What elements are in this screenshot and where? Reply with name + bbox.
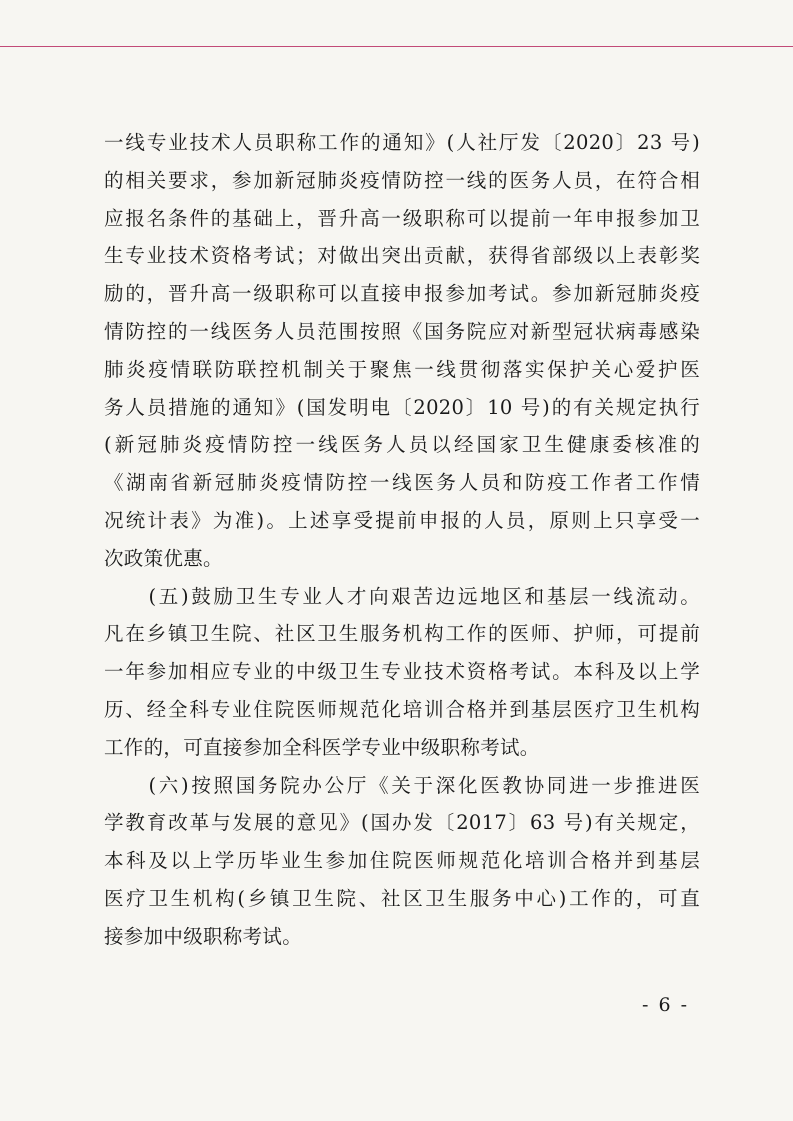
text-line: 次政策优惠。: [104, 546, 223, 570]
text-line: 本科及以上学历毕业生参加住院医师规范化培训合格并到基层: [104, 849, 700, 873]
text-line: 历、经全科专业住院医师规范化培训合格并到基层医疗卫生机构: [104, 697, 700, 721]
page-number: - 6 -: [641, 994, 689, 1016]
text-line: 学教育改革与发展的意见》(国办发〔2017〕63 号)有关规定，: [104, 811, 700, 835]
text-line: 一线专业技术人员职称工作的通知》(人社厅发〔2020〕23 号): [104, 131, 700, 154]
text-line: 肺炎疫情联防联控机制关于聚焦一线贯彻落实保护关心爱护医: [104, 357, 700, 381]
text-line: 工作的，可直接参加全科医学专业中级职称考试。: [104, 735, 540, 759]
document-body: [104, 124, 700, 956]
text-line: 《湖南省新冠肺炎疫情防控一线医务人员和防疫工作者工作情: [104, 471, 700, 495]
text-line: 务人员措施的通知》(国发明电〔2020〕10 号)的有关规定执行: [104, 395, 700, 419]
text-line: (新冠肺炎疫情防控一线医务人员以经国家卫生健康委核准的: [104, 433, 700, 457]
text-line: 生专业技术资格考试；对做出突出贡献，获得省部级以上表彰奖: [104, 244, 700, 268]
text-line: (六)按照国务院办公厅《关于深化医教协同进一步推进医: [104, 773, 700, 797]
header-rule: [0, 46, 793, 47]
text-line: 凡在乡镇卫生院、社区卫生服务机构工作的医师、护师，可提前: [104, 622, 700, 646]
text-line: 的相关要求，参加新冠肺炎疫情防控一线的医务人员，在符合相: [104, 168, 700, 192]
text-line: (五)鼓励卫生专业人才向艰苦边远地区和基层一线流动。: [104, 584, 700, 608]
text-line: 况统计表》为准)。上述享受提前申报的人员，原则上只享受一: [104, 508, 700, 532]
text-line: 一年参加相应专业的中级卫生专业技术资格考试。本科及以上学: [104, 660, 700, 684]
text-line: 医疗卫生机构(乡镇卫生院、社区卫生服务中心)工作的，可直: [104, 886, 700, 910]
text-line: 接参加中级职称考试。: [104, 924, 303, 948]
text-line: 情防控的一线医务人员范围按照《国务院应对新型冠状病毒感染: [104, 319, 700, 343]
text-line: 励的，晋升高一级职称可以直接申报参加考试。参加新冠肺炎疫: [104, 282, 700, 306]
text-line: 应报名条件的基础上，晋升高一级职称可以提前一年申报参加卫: [104, 206, 700, 230]
